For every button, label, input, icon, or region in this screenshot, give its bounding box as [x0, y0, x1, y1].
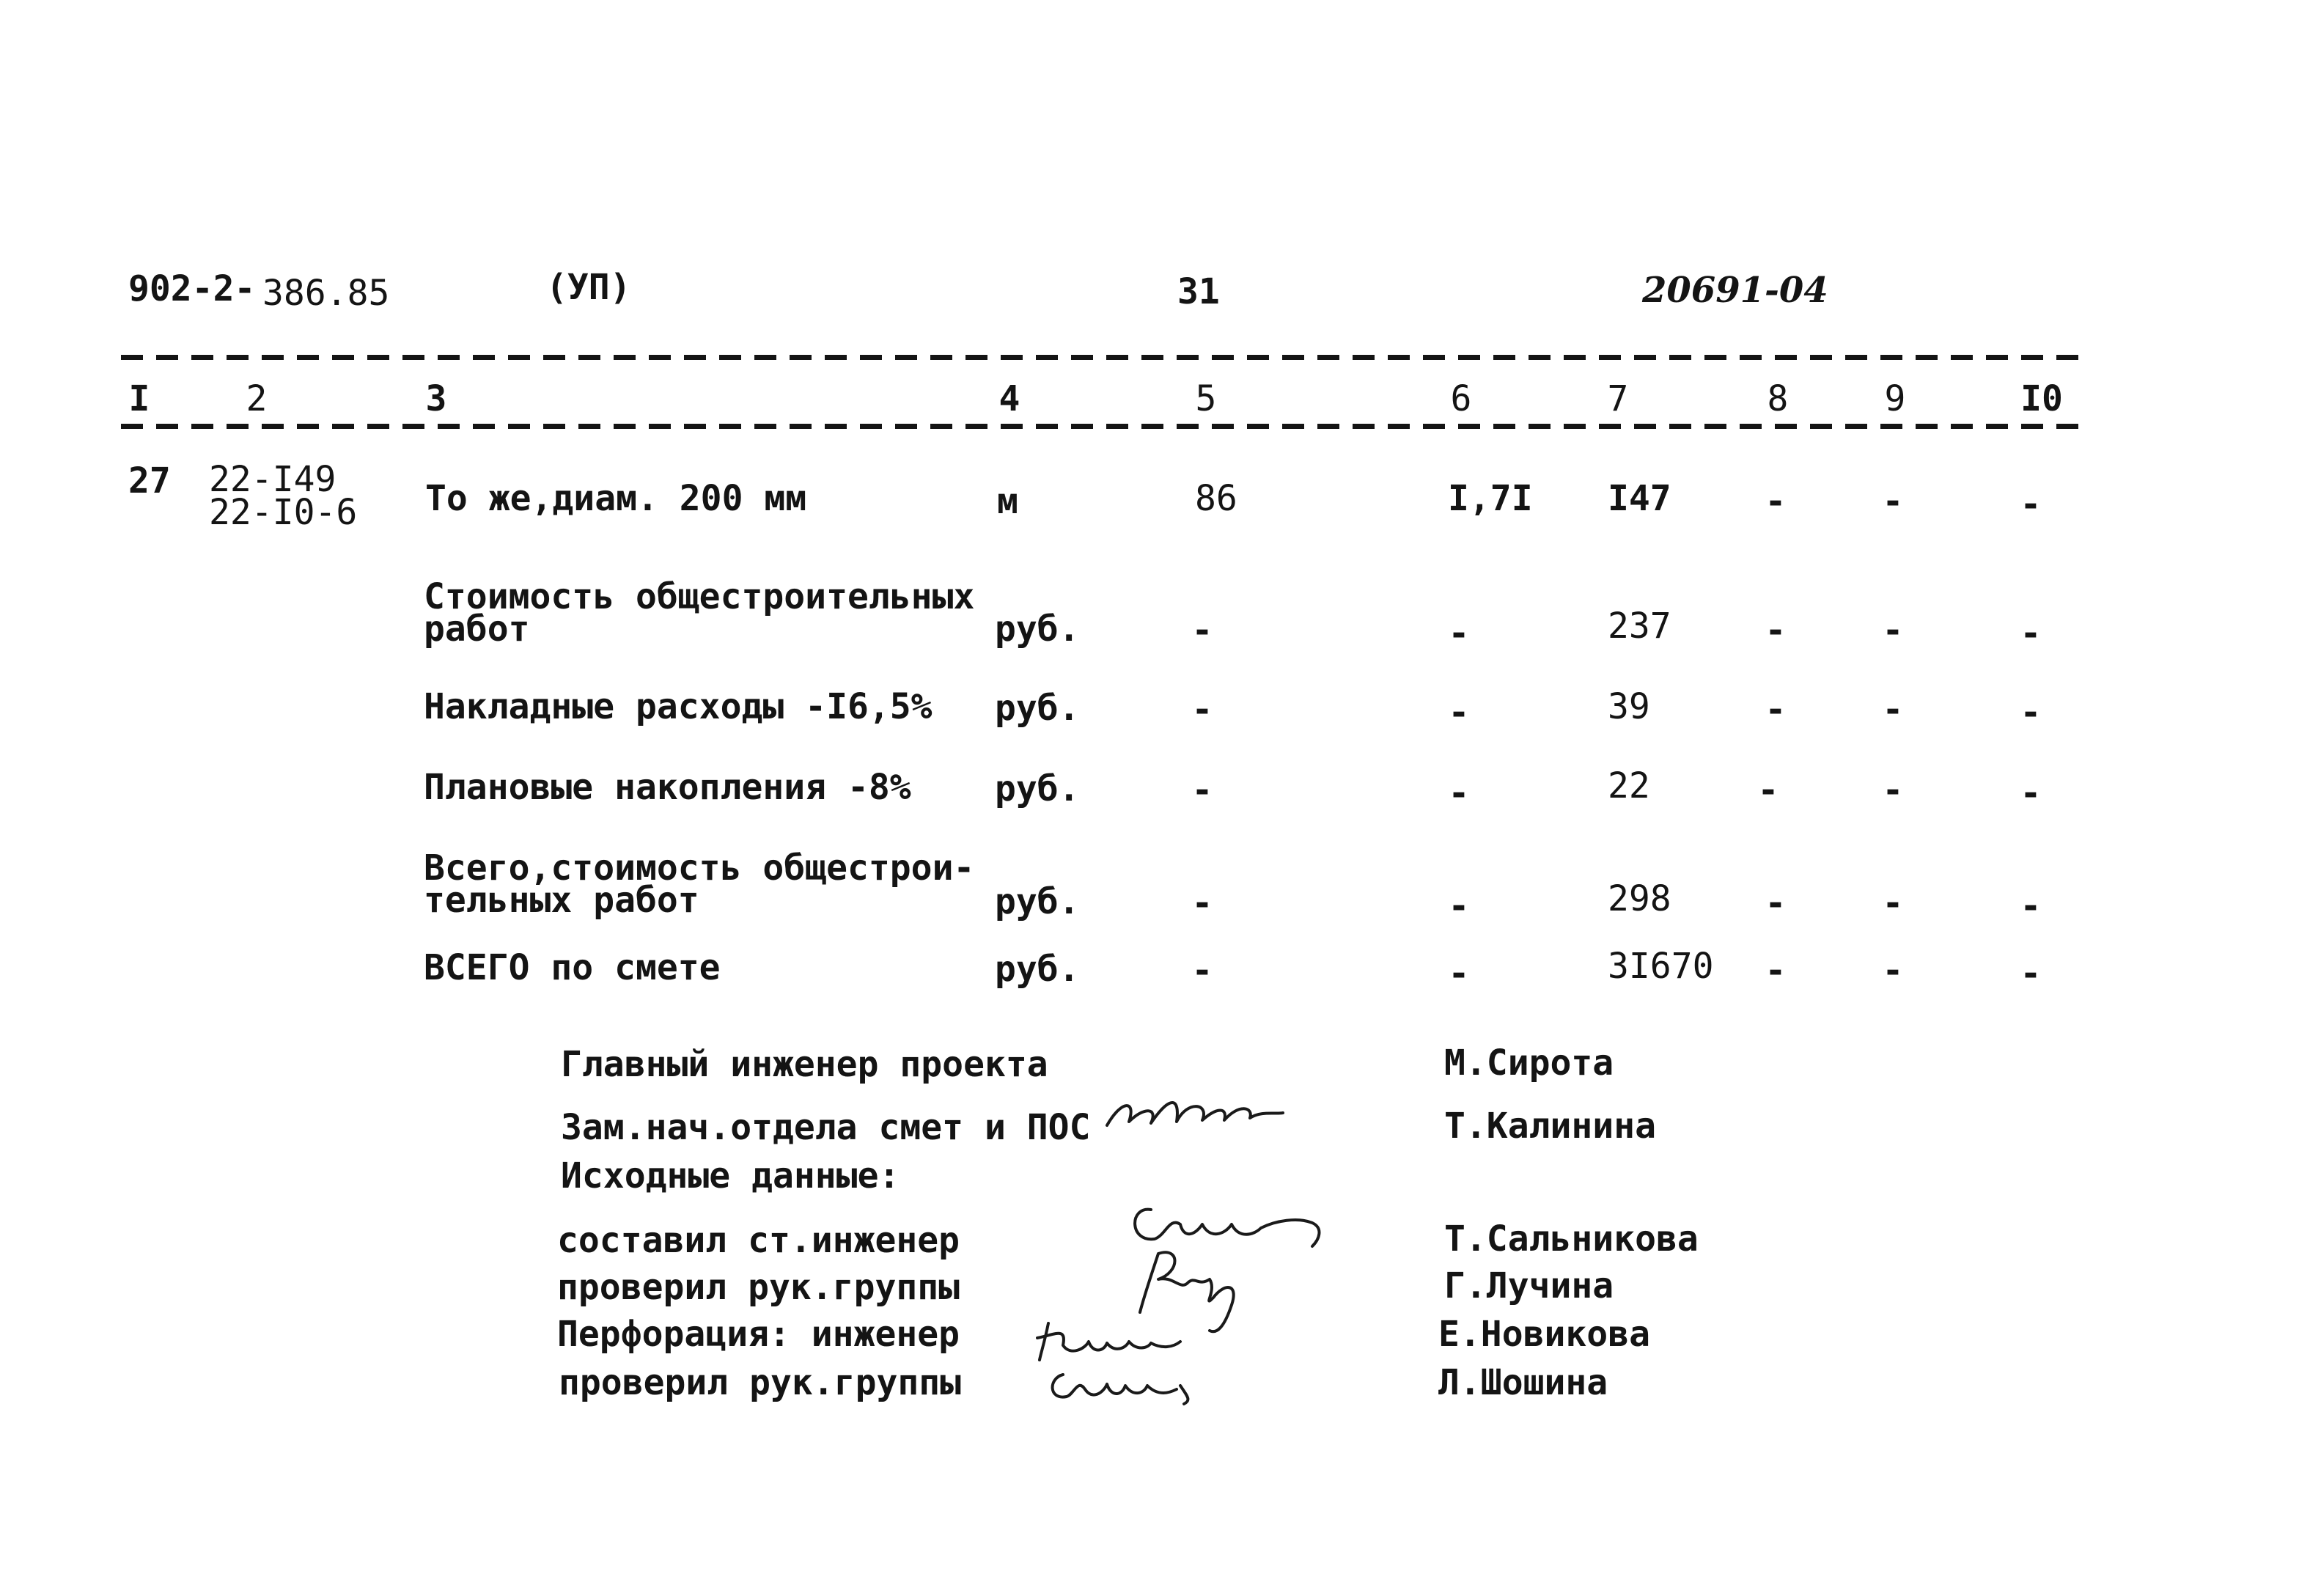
row-description-cont: работ [424, 608, 530, 650]
row-total: 39 [1608, 686, 1650, 727]
row-unit: руб. [995, 688, 1080, 729]
archive-number: 20691-04 [1642, 270, 1828, 311]
row-quantity: - [1191, 950, 1213, 991]
row-unit-price: - [1448, 953, 1470, 994]
row-col10: - [2020, 773, 2042, 814]
row-col8: - [1765, 610, 1787, 651]
doc-code-prefix: 902-2- [128, 268, 256, 309]
row-col10: - [2020, 953, 2042, 994]
row-description: Накладные расходы -I6,5% [424, 686, 933, 727]
row-description: Всего,стоимость общестрои- [424, 847, 975, 889]
row-col8: - [1765, 950, 1787, 991]
signatory-role: составил ст.инженер [557, 1220, 960, 1261]
row-col10: - [2020, 692, 2042, 733]
row-code-1: 22-I49 [209, 459, 336, 500]
signatory-role: Зам.нач.отдела смет и ПОС [561, 1107, 1091, 1148]
row-unit: руб. [995, 608, 1080, 650]
row-description-cont: тельных работ [424, 880, 699, 921]
column-header-4: 4 [998, 378, 1020, 419]
signatory-name: Л.Шошина [1438, 1362, 1608, 1403]
row-description: ВСЕГО по смете [424, 947, 721, 988]
row-col9: - [1882, 950, 1904, 991]
row-col9: - [1882, 883, 1904, 924]
row-unit-price: - [1448, 692, 1470, 733]
row-col8: - [1765, 481, 1787, 522]
signatory-name: Т.Сальникова [1444, 1218, 1699, 1259]
row-unit-price: - [1448, 886, 1470, 927]
row-total: 237 [1608, 606, 1671, 647]
doc-code-number: 386.85 [262, 273, 390, 314]
doc-mark: (УП) [546, 267, 631, 308]
row-total: 22 [1608, 765, 1650, 806]
page-number: 31 [1177, 271, 1220, 312]
row-col8: - [1765, 883, 1787, 924]
row-quantity: - [1191, 689, 1213, 730]
row-total: I47 [1608, 478, 1671, 519]
row-unit-price: - [1448, 773, 1470, 814]
column-header-2: 2 [246, 378, 268, 419]
column-header-3: 3 [425, 378, 447, 419]
row-code-2: 22-I0-6 [209, 492, 358, 533]
signatory-role: Перфорация: инженер [557, 1314, 960, 1355]
signatory-name: Т.Калинина [1444, 1106, 1656, 1147]
row-unit-price: I,7I [1448, 478, 1533, 519]
signatory-role: проверил рук.группы [557, 1267, 960, 1308]
column-header-6: 6 [1450, 378, 1472, 419]
header-separator-top [121, 355, 2089, 360]
header-separator-bottom [121, 424, 2089, 429]
handwritten-signature [1041, 1356, 1217, 1408]
signatory-role: Главный инженер проекта [561, 1044, 1048, 1085]
signatory-role: проверил рук.группы [559, 1362, 962, 1403]
row-col8: - [1757, 770, 1779, 811]
row-col9: - [1882, 610, 1904, 651]
source-data-heading: Исходные данные: [561, 1155, 900, 1196]
row-col10: - [2020, 613, 2042, 654]
row-unit: м [997, 481, 1018, 522]
row-unit: руб. [995, 949, 1080, 990]
column-header-1: I [128, 378, 150, 419]
row-col10: - [2020, 886, 2042, 927]
row-description: Плановые накопления -8% [424, 767, 911, 808]
column-header-5: 5 [1195, 378, 1217, 419]
row-unit-price: - [1448, 613, 1470, 654]
row-quantity: - [1191, 883, 1213, 924]
row-total: 3I670 [1608, 946, 1714, 987]
handwritten-signature [1100, 1085, 1290, 1136]
row-unit: руб. [995, 881, 1080, 922]
row-col9: - [1882, 481, 1904, 522]
row-total: 298 [1608, 878, 1671, 919]
column-header-10: I0 [2020, 378, 2063, 419]
signatory-name: Е.Новикова [1438, 1314, 1650, 1355]
row-quantity: - [1191, 610, 1213, 651]
signatory-name: Г.Лучина [1444, 1265, 1614, 1306]
row-quantity: - [1191, 770, 1213, 811]
column-header-8: 8 [1767, 378, 1789, 419]
row-col8: - [1765, 689, 1787, 730]
row-number: 27 [128, 460, 171, 501]
signatory-name: М.Сирота [1444, 1042, 1614, 1084]
row-description: Стоимость общестроительных [424, 576, 975, 617]
row-description: То же,диам. 200 мм [425, 478, 807, 519]
row-unit: руб. [995, 768, 1080, 809]
row-col9: - [1882, 689, 1904, 730]
row-col10: - [2020, 484, 2042, 525]
column-header-9: 9 [1884, 378, 1906, 419]
row-col9: - [1882, 770, 1904, 811]
row-quantity: 86 [1195, 478, 1237, 519]
column-header-7: 7 [1607, 378, 1629, 419]
